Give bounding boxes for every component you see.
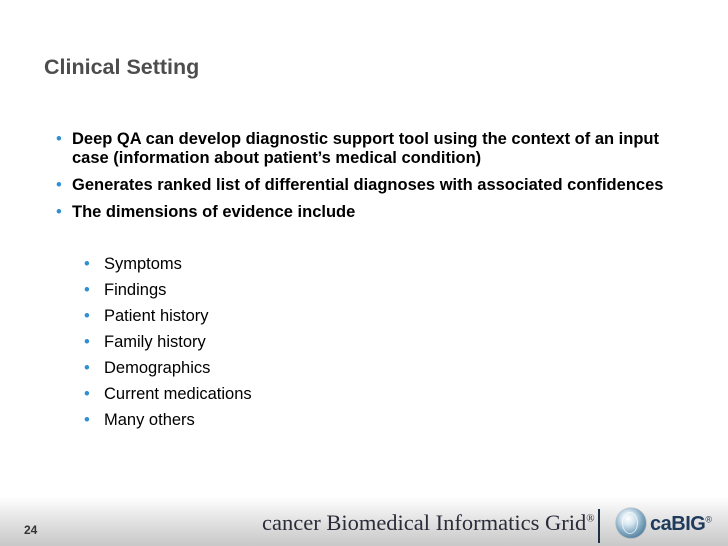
- cabig-logo-text: caBIG: [650, 513, 706, 535]
- sub-bullet-item: [84, 307, 252, 326]
- cabig-logo: [650, 513, 711, 536]
- brand-text: cancer Biomedical Informatics Grid: [262, 510, 587, 535]
- page-number: 24: [24, 523, 38, 537]
- sub-bullet-text: Patient history: [104, 307, 209, 325]
- sub-bullet-text: Family history: [104, 333, 206, 351]
- sub-bullet-item: [84, 359, 252, 378]
- bullet-dot-icon: •: [56, 203, 62, 221]
- sub-bullet-item: [84, 411, 252, 430]
- sub-bullet-text: Symptoms: [104, 255, 182, 273]
- bullet-dot-icon: •: [56, 130, 62, 148]
- sub-bullet-text: Findings: [104, 281, 167, 299]
- bullet-item: [44, 176, 684, 195]
- bullet-list: [44, 130, 684, 230]
- bullet-text: Generates ranked list of differential diagnoses with associated confidences: [72, 176, 664, 194]
- globe-icon: [616, 508, 646, 538]
- bullet-dot-icon: •: [84, 411, 90, 429]
- bullet-dot-icon: •: [84, 255, 90, 273]
- bullet-item: [44, 203, 684, 222]
- sub-bullet-text: Demographics: [104, 359, 211, 377]
- bullet-dot-icon: •: [84, 281, 90, 299]
- sub-bullet-text: Many others: [104, 411, 195, 429]
- registered-mark: ®: [586, 512, 595, 525]
- footer-divider: [598, 509, 600, 543]
- bullet-dot-icon: •: [56, 176, 62, 194]
- brand-name: [262, 510, 595, 536]
- slide-footer: [0, 485, 728, 546]
- sub-bullet-item: [84, 281, 252, 300]
- sub-bullet-list: [84, 255, 252, 437]
- bullet-dot-icon: •: [84, 333, 90, 351]
- bullet-text: Deep QA can develop diagnostic support tool using the context of an input case (information about patient’s medical condition): [72, 130, 659, 167]
- bullet-text: The dimensions of evidence include: [72, 203, 356, 221]
- sub-bullet-item: [84, 333, 252, 352]
- sub-bullet-text: Current medications: [104, 385, 252, 403]
- bullet-dot-icon: •: [84, 385, 90, 403]
- sub-bullet-item: [84, 255, 252, 274]
- slide-title: Clinical Setting: [44, 55, 200, 79]
- sub-bullet-item: [84, 385, 252, 404]
- bullet-dot-icon: •: [84, 307, 90, 325]
- bullet-item: [44, 130, 684, 168]
- registered-mark: ®: [705, 514, 712, 525]
- bullet-dot-icon: •: [84, 359, 90, 377]
